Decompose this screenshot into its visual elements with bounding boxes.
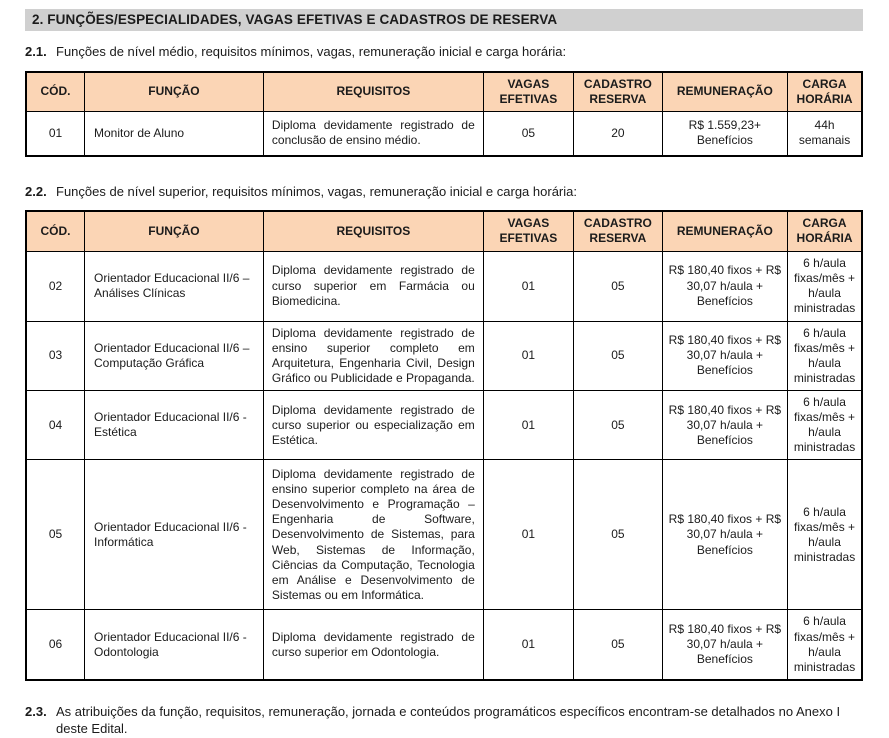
cell-remuneracao: R$ 180,40 fixos + R$ 30,07 h/aula + Benefícios xyxy=(662,391,787,460)
cell-requisitos: Diploma devidamente registrado de curso superior ou especialização em Estética. xyxy=(263,391,483,460)
nivel-medio-table-header xyxy=(26,72,862,112)
col-header-vagas-efetivas: VAGAS EFETIVAS xyxy=(483,211,573,251)
section-2-3-number: 2.3. xyxy=(25,703,47,719)
cell-cadastro: 20 xyxy=(574,112,663,156)
nivel-superior-table xyxy=(25,210,863,681)
cell-vagas: 01 xyxy=(483,251,573,321)
section-2-1 xyxy=(25,43,863,61)
cell-carga: 6 h/aula fixas/mês + h/aula ministradas xyxy=(788,321,862,390)
nivel-medio-table-body xyxy=(26,112,862,156)
cell-vagas: 01 xyxy=(483,460,573,610)
col-header-carga-horaria: CARGA HORÁRIA xyxy=(788,211,862,251)
nivel-medio-table xyxy=(25,71,863,157)
cell-funcao: Orientador Educacional II/6 - Estética xyxy=(85,391,264,460)
section-2-1-number: 2.1. xyxy=(25,44,47,59)
cell-cod: 01 xyxy=(26,112,85,156)
col-header-carga-horaria: CARGA HORÁRIA xyxy=(788,72,862,112)
cell-carga: 6 h/aula fixas/mês + h/aula ministradas xyxy=(788,391,862,460)
col-header-cadastro-reserva: CADASTRO RESERVA xyxy=(574,72,663,112)
cell-remuneracao: R$ 180,40 fixos + R$ 30,07 h/aula + Benefícios xyxy=(662,460,787,610)
cell-remuneracao: R$ 180,40 fixos + R$ 30,07 h/aula + Benefícios xyxy=(662,251,787,321)
cell-funcao: Orientador Educacional II/6 – Computação Gráfica xyxy=(85,321,264,390)
cell-cod: 05 xyxy=(26,460,85,610)
col-header-funcao: FUNÇÃO xyxy=(85,211,264,251)
col-header-requisitos: REQUISITOS xyxy=(263,72,483,112)
cell-vagas: 01 xyxy=(483,610,573,680)
table-row xyxy=(26,610,862,680)
cell-remuneracao: R$ 180,40 fixos + R$ 30,07 h/aula + Benefícios xyxy=(662,610,787,680)
cell-remuneracao: R$ 180,40 fixos + R$ 30,07 h/aula + Benefícios xyxy=(662,321,787,390)
section-2-2-text: Funções de nível superior, requisitos mínimos, vagas, remuneração inicial e carga horária: xyxy=(56,183,577,199)
cell-funcao: Orientador Educacional II/6 - Odontologia xyxy=(85,610,264,680)
cell-requisitos: Diploma devidamente registrado de ensino superior completo em Arquitetura, Engenharia Civil, Design Gráfico ou Publicidade e Propaganda. xyxy=(263,321,483,390)
section-2-3 xyxy=(25,703,863,738)
section-2-1-text: Funções de nível médio, requisitos mínimos, vagas, remuneração inicial e carga horária: xyxy=(56,44,567,59)
cell-cod: 06 xyxy=(26,610,85,680)
cell-cod: 04 xyxy=(26,391,85,460)
section-2-2 xyxy=(25,183,863,201)
cell-carga: 44h semanais xyxy=(788,112,862,156)
cell-cadastro: 05 xyxy=(574,460,663,610)
cell-cadastro: 05 xyxy=(574,610,663,680)
cell-vagas: 05 xyxy=(483,112,573,156)
cell-vagas: 01 xyxy=(483,321,573,390)
col-header-vagas-efetivas: VAGAS EFETIVAS xyxy=(483,72,573,112)
table-row xyxy=(26,251,862,321)
nivel-superior-table-body xyxy=(26,251,862,680)
col-header-cod: CÓD. xyxy=(26,72,85,112)
nivel-superior-table-header xyxy=(26,211,862,251)
col-header-funcao: FUNÇÃO xyxy=(85,72,264,112)
cell-cadastro: 05 xyxy=(574,391,663,460)
section-2-2-number: 2.2. xyxy=(25,183,47,199)
col-header-remuneracao: REMUNERAÇÃO xyxy=(662,211,787,251)
table-row xyxy=(26,321,862,390)
cell-cod: 02 xyxy=(26,251,85,321)
cell-funcao: Monitor de Aluno xyxy=(85,112,264,156)
cell-requisitos: Diploma devidamente registrado de ensino superior completo na área de Desenvolvimento e Programação – Engenharia de Software, Desenvolvimento de Sistemas, para Web, Sistemas de Informação, Ciências da Computação, Tecnologia em Análise e Desenvolvimento de Sistemas ou em Informática. xyxy=(263,460,483,610)
section-2-3-text: As atribuições da função, requisitos, remuneração, jornada e conteúdos programáticos específicos encontram-se detalhados no Anexo I deste Edital. xyxy=(56,703,841,737)
cell-vagas: 01 xyxy=(483,391,573,460)
cell-cadastro: 05 xyxy=(574,321,663,390)
table-row xyxy=(26,460,862,610)
section-2-title: 2. FUNÇÕES/ESPECIALIDADES, VAGAS EFETIVAS E CADASTROS DE RESERVA xyxy=(25,9,863,31)
col-header-requisitos: REQUISITOS xyxy=(263,211,483,251)
cell-carga: 6 h/aula fixas/mês + h/aula ministradas xyxy=(788,251,862,321)
cell-funcao: Orientador Educacional II/6 - Informática xyxy=(85,460,264,610)
cell-requisitos: Diploma devidamente registrado de curso superior em Odontologia. xyxy=(263,610,483,680)
cell-requisitos: Diploma devidamente registrado de curso superior em Farmácia ou Biomedicina. xyxy=(263,251,483,321)
table-row xyxy=(26,112,862,156)
cell-cod: 03 xyxy=(26,321,85,390)
cell-remuneracao: R$ 1.559,23+ Benefícios xyxy=(662,112,787,156)
col-header-cadastro-reserva: CADASTRO RESERVA xyxy=(574,211,663,251)
cell-requisitos: Diploma devidamente registrado de conclusão de ensino médio. xyxy=(263,112,483,156)
cell-funcao: Orientador Educacional II/6 – Análises Clínicas xyxy=(85,251,264,321)
col-header-remuneracao: REMUNERAÇÃO xyxy=(662,72,787,112)
table-row xyxy=(26,391,862,460)
col-header-cod: CÓD. xyxy=(26,211,85,251)
cell-cadastro: 05 xyxy=(574,251,663,321)
cell-carga: 6 h/aula fixas/mês + h/aula ministradas xyxy=(788,610,862,680)
cell-carga: 6 h/aula fixas/mês + h/aula ministradas xyxy=(788,460,862,610)
